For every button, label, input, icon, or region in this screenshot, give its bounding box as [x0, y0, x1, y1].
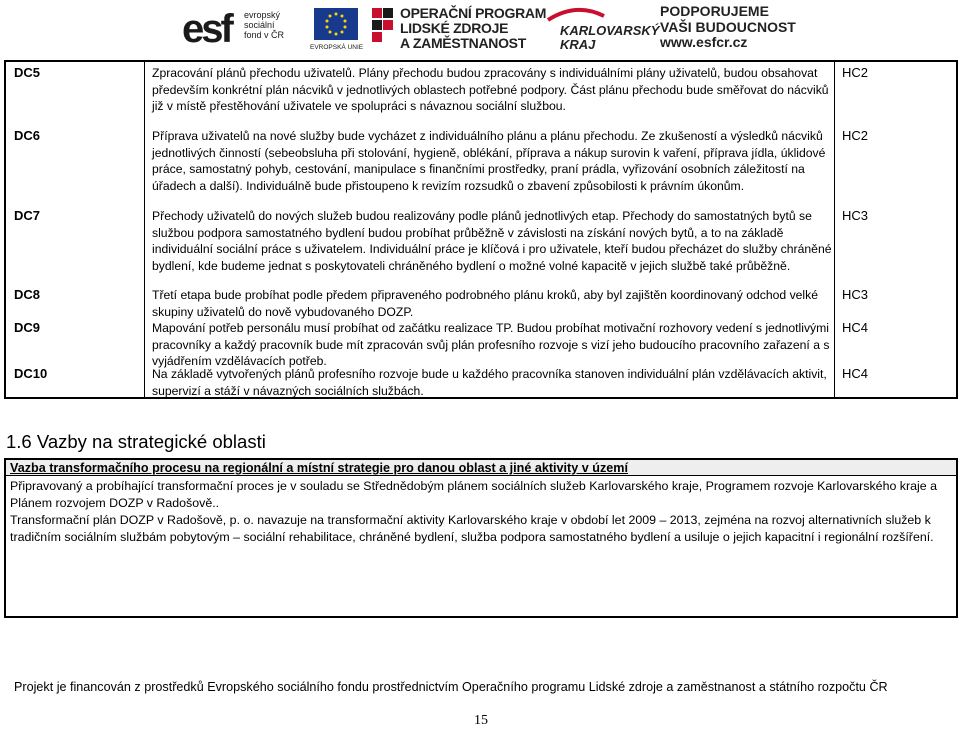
row-text: Přechody uživatelů do nových služeb budou realizovány podle plánů jednotlivých etap. Přechody do samostatných bytů se službou podpora samostatného bydlení budou probíhat průběžně v závislosti na získání nových bytů, a to na základě individuální sociální práce s uživatelem. Individuální práce je klíčová i pro uživatele, kteří budou přecházet do služby chráněné bydlení, kde budeme jednat s poskytovateli chráněného bydlení o možné volné kapacitě v jejich službě také průběžně.: [152, 209, 832, 273]
row-hc: HC4: [842, 320, 869, 335]
esf-text-line: evropský: [244, 10, 281, 20]
esf-text: [244, 10, 316, 40]
karlovarsky-kraj-logo: [540, 6, 660, 54]
strategy-header: Vazba transformačního procesu na regionální a místní strategie pro danou oblast a jiné aktivity v území: [6, 460, 956, 476]
pod-text-line: www.esfcr.cz: [660, 34, 748, 50]
podporujeme-logo: [660, 4, 796, 51]
strategy-paragraph: Transformační plán DOZP v Radošově, p. o. navazuje na transformační aktivity Karlovarského kraje v období let 2009 – 2013, zejména na rozvoj alternativních služeb k tradičním sociálním službám pobytovým – sociální rehabilitace, chráněné bydlení, služba podpora samostatného bydlení a usiluje o jejich kapacitní i regionální rozšíření.: [10, 513, 934, 544]
op-text-line: OPERAČNÍ PROGRAM: [400, 5, 547, 21]
pod-text-line: PODPORUJEME: [660, 3, 769, 19]
row-code: DC9: [14, 320, 41, 335]
logo-strip: [0, 0, 960, 58]
row-code: DC8: [14, 287, 41, 302]
esf-text-line: fond v ČR: [244, 30, 285, 40]
kv-text-line: KARLOVARSKÝ: [560, 23, 660, 38]
row-text: Třetí etapa bude probíhat podle předem připraveného podrobného plánu kroků, aby byl zajištěn koordinovaný odchod velké skupiny uživatelů do nově vybudovaného DOZP.: [152, 288, 819, 319]
row-hc: HC2: [842, 65, 869, 80]
row-text: Na základě vytvořených plánů profesního rozvoje bude u každého pracovníka stanoven individuální plán vzdělávacích aktivit, supervizí a stáží v návazných sociálních službách.: [152, 367, 827, 398]
eu-flag-icon: [314, 8, 358, 40]
row-code: DC6: [14, 128, 41, 143]
table-column-divider: [144, 62, 145, 397]
strategy-body: [10, 478, 940, 546]
row-hc: HC3: [842, 208, 869, 223]
esf-text-line: sociální: [244, 20, 275, 30]
row-text: Mapování potřeb personálu musí probíhat od začátku realizace TP. Budou probíhat motivační rozhovory vedení s jednotlivými pracovníky a každý pracovník bude mít zpracován svůj plán profesního rozvoje s vizí jeho budoucího pracovního zařazení a s vyjádřením vzdělávacích potřeb.: [152, 321, 830, 369]
footer-note: Projekt je financován z prostředků Evropského sociálního fondu prostřednictvím Operačního programu Lidské zdroje a zaměstnanost a státního rozpočtu ČR: [14, 680, 888, 694]
op-mark-icon: [372, 8, 394, 44]
op-lzz-logo: [372, 5, 547, 54]
page-number: 15: [474, 713, 488, 728]
row-hc: HC3: [842, 287, 869, 302]
kv-text: [560, 24, 659, 52]
esf-logo: [182, 4, 372, 54]
kv-text-line: KRAJ: [560, 37, 596, 52]
section-title: 1.6 Vazby na strategické oblasti: [6, 431, 266, 452]
strategy-box: [4, 458, 958, 618]
row-hc: HC2: [842, 128, 869, 143]
row-text: Příprava uživatelů na nové služby bude vycházet z individuálního plánu a plánu přechodu. Ze zkušeností a výsledků nácviků jednotlivých činností (sebeobsluha při stolování, hygieně, oblékání, příprava a nákup surovin k vaření, příprava jídla, úklidové práce, samostatný pohyb, cestování, manipulace s finančními prostředky, praní prádla, vyřizování osobních záležitostí na úřadech a další). Individuálně bude přistoupeno k revizím rozsudků o zbavení způsobilosti k právním úkonům.: [152, 129, 826, 193]
strategy-paragraph: Připravovaný a probíhající transformační proces je v souladu se Střednědobým plánem sociálních služeb Karlovarského kraje, Programem rozvoje Karlovarského kraje a Plánem rozvojem DOZP v Radošově..: [10, 479, 937, 510]
esf-letters: esf: [182, 7, 231, 51]
row-code: DC5: [14, 65, 41, 80]
kv-swoosh-icon: [546, 6, 606, 22]
table-column-divider: [834, 62, 835, 397]
row-text: Zpracování plánů přechodu uživatelů. Plány přechodu budou zpracovány s individuálními plány uživatelů, budou obsahovat především konkrétní plán nácviků v jednotlivých oblastech potřebné podpory. Část plánu přechodu bude směřovat do nácviků již v místě přestěhování uživatele ve spolupráci s návaznou sociální službou.: [152, 66, 829, 114]
goals-table: [4, 60, 958, 399]
row-hc: HC4: [842, 366, 869, 381]
op-text-line: A ZAMĚSTNANOST: [400, 35, 526, 51]
eu-caption: EVROPSKÁ UNIE: [310, 44, 364, 51]
op-text-line: LIDSKÉ ZDROJE: [400, 20, 509, 36]
op-text: [400, 6, 546, 51]
pod-text-line: VAŠI BUDOUCNOST: [660, 18, 796, 35]
row-code: DC7: [14, 208, 41, 223]
row-code: DC10: [14, 366, 48, 381]
